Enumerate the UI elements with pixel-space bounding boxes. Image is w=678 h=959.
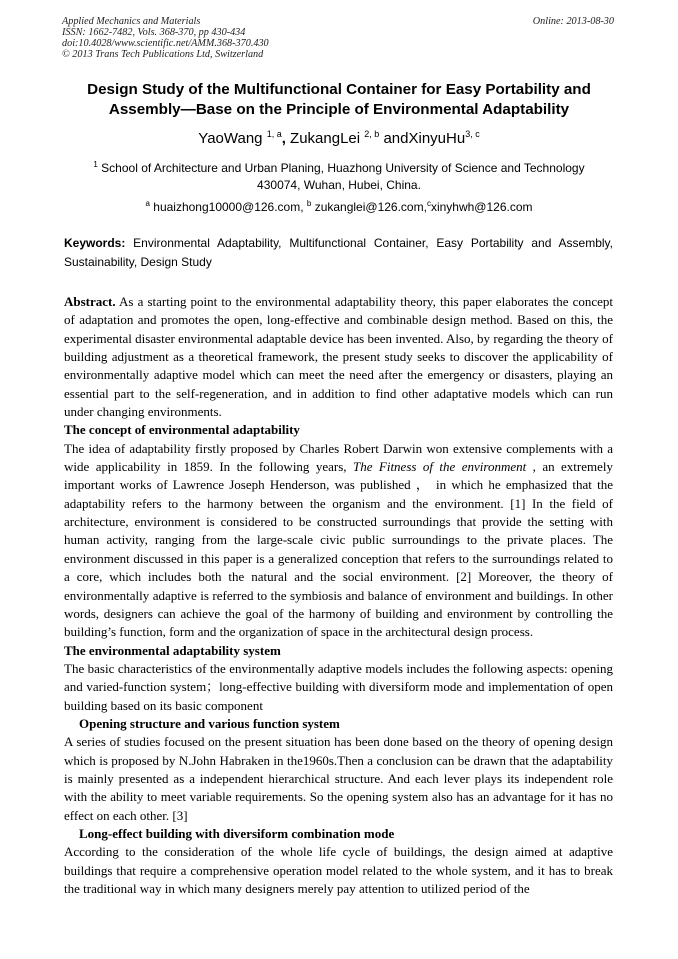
section-paragraph-concept [64, 440, 613, 642]
concept-book-title: The Fitness of the environment [352, 459, 527, 475]
copyright-line: © 2013 Trans Tech Publications Ltd, Switzerland [62, 49, 264, 60]
author-list [40, 125, 638, 148]
abstract-text: As a starting point to the environmental adaptability theory, this paper elaborates the concept of adaptation and promotes the open, long-effective and combinable design method. Based on this, the experimental disaster environmental adaptable device has been invented. Also, by regarding the theory of building adjustment as a theoretical framework, the present study seeks to discover the applicability of environmentally adaptive model which can meet the need after the emergency or disasters, playing an essential part to the self-regeneration, and in addition to find other adaptative models which can run under changing environments. [64, 294, 613, 420]
affiliation-line-2: 430074, Wuhan, Hubei, China. [257, 178, 421, 192]
abstract [64, 293, 613, 421]
email-a: huaizhong10000@126.com, [149, 200, 307, 214]
section-heading-concept: The concept of environmental adaptability [64, 422, 300, 438]
author-separator: , [281, 130, 286, 147]
keywords-text: Environmental Adaptability, Multifunctional Container, Easy Portability and Assembly, Sustainability, Design Study [64, 236, 613, 269]
author-emails [40, 195, 638, 216]
author-3-affil: 3, c [465, 129, 480, 139]
abstract-label: Abstract. [64, 294, 116, 309]
email-mark-c: c [426, 199, 431, 208]
paper-title [40, 80, 638, 120]
title-line-2: Assembly—Base on the Principle of Environmental Adaptability [108, 101, 570, 118]
online-date: Online: 2013-08-30 [532, 16, 614, 27]
affiliation-text: School of Architecture and Urban Planing, Huazhong University of Science and Technology [97, 161, 585, 175]
email-c: xinyhwh@126.com [430, 200, 533, 214]
concept-text-a: The idea of adaptability firstly proposed by Charles Robert Darwin won extensive complements with a wide applicability in 1859. In the following years, [64, 440, 613, 475]
affiliation [40, 156, 638, 194]
author-and: and [379, 130, 409, 147]
email-mark-a: a [145, 199, 150, 208]
author-2-affil: 2, b [364, 129, 380, 139]
author-1: YaoWang [198, 130, 263, 147]
keywords-label: Keywords: [64, 236, 126, 250]
author-1-affil: 1, a [266, 129, 282, 139]
section-paragraph-system: The basic characteristics of the environmentally adaptive models includes the following aspects: opening and varied-function system；long-effective building with diversiform mode and implementation of open building based on its basic component [64, 660, 613, 713]
subsection-paragraph-opening: A series of studies focused on the present situation has been done based on the theory of opening design which is proposed by N.John Habraken in the1960s.Then a conclusion can be drawn that the adaptability is mainly presented as a independent hierarchical structure. And each lever plays its independent role with the ability to meet variable requirements. So the opening system also has an advantage for it has no effect on each other. [3] [64, 734, 613, 823]
affiliation-line-1 [40, 156, 638, 177]
affiliation-mark: 1 [93, 160, 98, 169]
email-mark-b: b [306, 199, 312, 208]
section-heading-system: The environmental adaptability system [64, 642, 281, 658]
issn-line: ISSN: 1662-7482, Vols. 368-370, pp 430-434 [62, 27, 246, 38]
subsection-paragraph-long-effect: According to the consideration of the whole life cycle of buildings, the design aimed at adaptive buildings that require a comprehensive operation model related to the whole system, and it has to break the traditional way in which many designers merely pay attention to utilized period of the [64, 844, 613, 896]
paper-body [64, 293, 613, 898]
author-3: XinyuHu [408, 130, 466, 147]
author-2: ZukangLei [285, 130, 361, 147]
email-b: zukanglei@126.com, [311, 200, 427, 214]
subsection-heading-long-effect: Long-effect building with diversiform combination mode [79, 825, 395, 841]
subsection-heading-opening: Opening structure and various function system [79, 715, 340, 731]
concept-text-b: , an extremely important works of Lawrence Joseph Henderson, was published ， in which he emphasized that the adaptability refers to the harmony between the organism and the environment. [1] In the field of architecture, environment is considered to be constructed surroundings that provide the setting with human activity, ranging from the large-scale civic public surroundings to the private places. The environment discussed in this paper is a generalized conception that refers to the surroundings related to a core, which includes both the natural and the social environment. [2] Moreover, the theory of environmentally adaptive is referred to the symbiosis and balance of environment and buildings. In other words, designers can achieve the goal of the harmony of building and environment by controlling the building’s function, form and the organization of space in the architectural design process. [64, 459, 613, 640]
doi-line: doi:10.4028/www.scientific.net/AMM.368-370.430 [62, 38, 269, 49]
journal-name: Applied Mechanics and Materials [62, 16, 201, 27]
keywords [64, 234, 613, 272]
title-line-1: Design Study of the Multifunctional Container for Easy Portability and [87, 81, 591, 98]
